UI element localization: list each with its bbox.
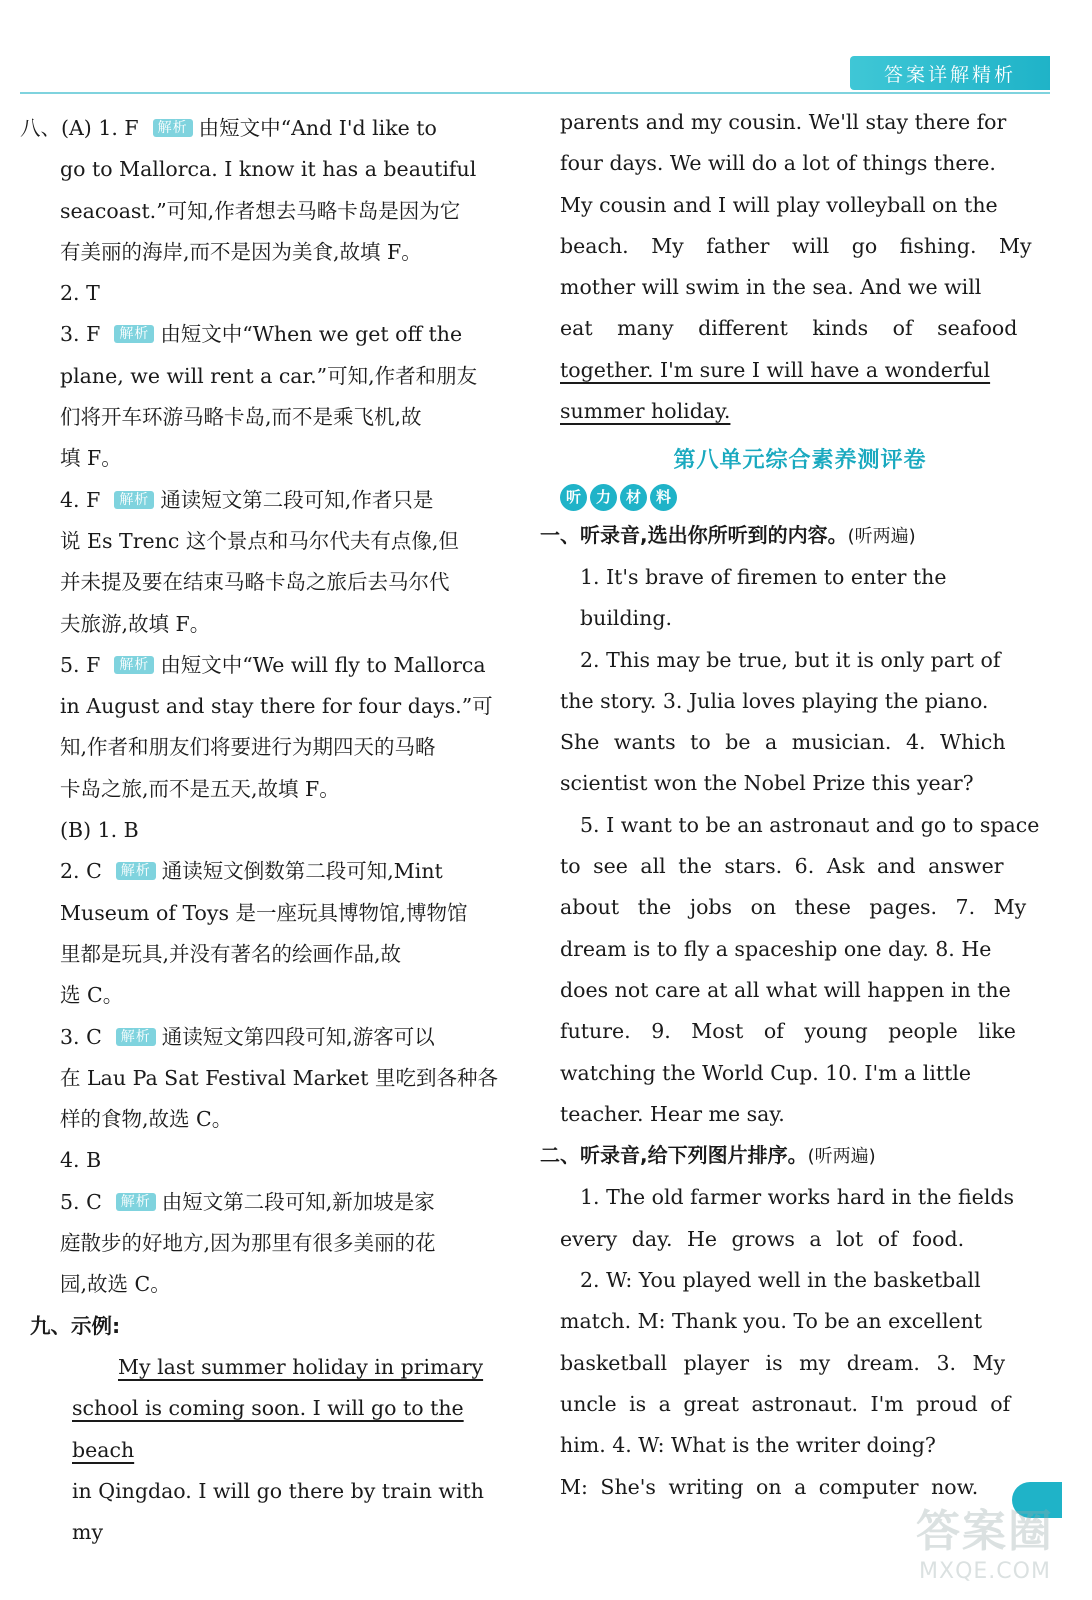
text-line: does not care at all what will happen in the	[560, 977, 1011, 1002]
jiexi-badge: 解析	[114, 491, 154, 509]
text-line: future. 9. Most of young people like	[560, 1019, 1016, 1044]
text-line: to see all the stars. 6. Ask and answer	[560, 854, 1004, 879]
section-9-title: 九、示例:	[30, 1313, 121, 1338]
essay-line: school is coming soon. I will go to the beach	[72, 1396, 464, 1462]
text-line: 1. It's brave of firemen to enter the building.	[580, 564, 947, 631]
text-line: in August and stay there for four days.”可	[60, 694, 493, 719]
header-title: 答案详解精析	[850, 56, 1050, 90]
part-1-title: 一、听录音,选出你所听到的内容。(听两遍)	[540, 522, 916, 547]
text-line: 1. The old farmer works hard in the fields	[580, 1185, 1015, 1210]
text-line: 园,故选 C。	[60, 1272, 171, 1297]
header-divider	[20, 92, 1050, 94]
text-line: the story. 3. Julia loves playing the piano.	[560, 688, 989, 713]
text-line: him. 4. W: What is the writer doing?	[560, 1433, 936, 1458]
answer-8b-4: 4. B	[60, 1148, 102, 1173]
answer-8a-3: 3. F 解析 由短文中“When we get off the	[60, 322, 463, 347]
text-line: match. M: Thank you. To be an excellent	[560, 1309, 983, 1334]
text-line: Museum of Toys 是一座玩具博物馆,博物馆	[60, 900, 468, 925]
answer-8a-2: 2. T	[60, 281, 100, 306]
essay-line: beach. My father will go fishing. My	[560, 233, 1032, 258]
text-line: basketball player is my dream. 3. My	[560, 1350, 1006, 1375]
jiexi-badge: 解析	[153, 119, 193, 137]
jiexi-badge: 解析	[116, 1028, 156, 1046]
text-line: plane, we will rent a car.”可知,作者和朋友	[60, 363, 478, 388]
text-line: go to Mallorca. I know it has a beautiful	[60, 157, 477, 182]
unit-test-title: 第八单元综合素养测评卷	[673, 447, 927, 474]
essay-line: mother will swim in the sea. And we will	[560, 275, 982, 300]
jiexi-badge: 解析	[114, 325, 154, 343]
answer-8b-2: 2. C 解析 通读短文倒数第二段可知,Mint	[60, 859, 443, 884]
watermark-logo: 答案圈 MXQE.COM	[916, 1506, 1054, 1584]
text-line: 们将开车环游马略卡岛,而不是乘飞机,故	[60, 405, 422, 430]
answer-8a-4: 4. F 解析 通读短文第二段可知,作者只是	[60, 487, 434, 512]
text-line: 5. I want to be an astronaut and go to space	[580, 812, 1040, 837]
text-line: M: She's writing on a computer now.	[560, 1474, 979, 1499]
jiexi-badge: 解析	[116, 1193, 156, 1211]
text-line: 卡岛之旅,而不是五天,故填 F。	[60, 776, 340, 801]
text-line: teacher. Hear me say.	[560, 1101, 785, 1126]
text-line: 在 Lau Pa Sat Festival Market 里吃到各种各	[60, 1065, 498, 1090]
left-column	[20, 108, 500, 1553]
answer-8a-1: 八、(A) 1. F 解析 由短文中“And I'd like to	[20, 116, 437, 140]
text-line: 2. W: You played well in the basketball	[580, 1268, 981, 1293]
text-line: 有美丽的海岸,而不是因为美食,故填 F。	[60, 239, 422, 264]
text-line: uncle is a great astronaut. I'm proud of	[560, 1391, 1011, 1416]
text-line: 夫旅游,故填 F。	[60, 611, 211, 636]
answer-8b-3: 3. C 解析 通读短文第四段可知,游客可以	[60, 1024, 435, 1049]
essay-line: My cousin and I will play volleyball on the	[560, 192, 998, 217]
essay-line: in Qingdao. I will go there by train with my	[72, 1478, 484, 1545]
essay-line: summer holiday.	[560, 399, 731, 424]
text-line: scientist won the Nobel Prize this year?	[560, 771, 974, 796]
essay-line: four days. We will do a lot of things there.	[560, 151, 996, 176]
text-line: 2. This may be true, but it is only part of	[580, 647, 1001, 672]
essay-line: My last summer holiday in primary	[118, 1354, 484, 1379]
part-2-title: 二、听录音,给下列图片排序。(听两遍)	[540, 1143, 876, 1168]
answer-8b-1: (B) 1. B	[60, 818, 139, 843]
text-line: about the jobs on these pages. 7. My	[560, 895, 1027, 920]
text-line: 样的食物,故选 C。	[60, 1107, 233, 1132]
text-line: 说 Es Trenc 这个景点和马尔代夫有点像,但	[60, 528, 459, 553]
text-line: every day. He grows a lot of food.	[560, 1226, 965, 1251]
text-line: 并未提及要在结束马略卡岛之旅后去马尔代	[60, 570, 450, 595]
text-line: 选 C。	[60, 983, 124, 1008]
listening-material-badge: 听 力 材 料	[560, 484, 1040, 511]
right-column	[540, 108, 1040, 1508]
text-line: She wants to be a musician. 4. Which	[560, 730, 1006, 755]
essay-line: eat many different kinds of seafood	[560, 316, 1018, 341]
jiexi-badge: 解析	[114, 656, 154, 674]
text-line: 里都是玩具,并没有著名的绘画作品,故	[60, 941, 402, 966]
text-line: watching the World Cup. 10. I'm a little	[560, 1060, 972, 1085]
text-line: dream is to fly a spaceship one day. 8. He	[560, 936, 992, 961]
text-line: 庭散步的好地方,因为那里有很多美丽的花	[60, 1231, 436, 1256]
essay-line: together. I'm sure I will have a wonderful	[560, 357, 991, 382]
jiexi-badge: 解析	[116, 862, 156, 880]
text-line: 填 F。	[60, 446, 122, 471]
text-line: 知,作者和朋友们将要进行为期四天的马略	[60, 735, 436, 760]
answer-8a-5: 5. F 解析 由短文中“We will fly to Mallorca	[60, 652, 486, 677]
essay-line: parents and my cousin. We'll stay there for	[560, 110, 1007, 134]
text-line: seacoast.”可知,作者想去马略卡岛是因为它	[60, 198, 461, 223]
answer-8b-5: 5. C 解析 由短文第二段可知,新加坡是家	[60, 1189, 435, 1214]
